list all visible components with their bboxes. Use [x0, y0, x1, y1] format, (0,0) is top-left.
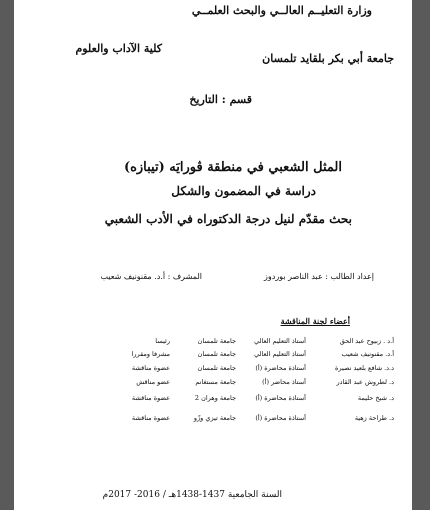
member-rank: أستاذة محاضرة (أ)	[255, 414, 306, 422]
prepared-by: إعداد الطالب : عبد الناصر بوردوز	[264, 272, 374, 281]
committee-member-row	[74, 414, 394, 425]
member-name: د. شيخ حليمة	[357, 394, 394, 402]
member-rank: أستاذ التعليم العالي	[254, 350, 306, 358]
thesis-title: المثل الشعبي في منطقة ڤورايَه (تيبازه)	[123, 160, 342, 175]
member-name: د. طراحة زهية	[354, 414, 394, 422]
member-name: أ.د. مقنونيف شعيب	[341, 350, 394, 358]
document-page	[14, 0, 412, 510]
member-rank: أستاذة محاضرة (أ)	[255, 364, 306, 372]
committee-heading: أعضاء لجنة المناقشة	[280, 316, 350, 326]
thesis-subtitle: دراسة في المضمون والشكل	[171, 184, 316, 198]
member-rank: أستاذ التعليم العالي	[254, 337, 306, 345]
member-name: أ.د . زبيوح عبد الحق	[339, 337, 394, 345]
ministry-name: وزارة التعليــم العالــي والبحث العلمــي	[191, 4, 372, 17]
department-name: قسم : التاريخ	[189, 93, 252, 106]
member-institution: جامعة مستغانم	[195, 378, 236, 386]
committee-member-row	[74, 364, 394, 375]
academic-year: السنة الجامعية 1437-1438هـ / 2016- 2017م	[102, 490, 282, 500]
committee-member-row	[74, 337, 394, 348]
faculty-name: كلية الآداب والعلوم	[75, 42, 162, 55]
member-institution: جامعة تلمسان	[197, 364, 236, 372]
member-rank: أستاذة محاضرة (أ)	[255, 394, 306, 402]
member-institution: جامعة تلمسان	[197, 350, 236, 358]
member-role: رئيسا	[155, 337, 170, 345]
member-role: عضوة مناقشة	[131, 394, 170, 402]
degree-statement: بحث مقدّم لنيل درجة الدكتوراه في الأدب الشعبي	[104, 212, 352, 226]
member-role: عضوة مناقشة	[131, 364, 170, 372]
member-institution: جامعة تلمسان	[197, 337, 236, 345]
member-name: د. لطروش عبد القادر	[336, 378, 394, 386]
member-role: عضوة مناقشة	[131, 414, 170, 422]
member-institution: جامعة وهران 2	[194, 394, 236, 402]
member-rank: أستاذ محاضر (أ)	[262, 378, 306, 386]
member-institution: جامعة تيزي وزّو	[193, 414, 236, 422]
member-name: د.د. شافع بلعيد نصيرة	[335, 364, 394, 372]
member-role: عضو مناقش	[136, 378, 170, 386]
committee-member-row	[74, 394, 394, 405]
committee-member-row	[74, 350, 394, 361]
university-name: جامعة أبي بكر بلقايد تلمسان	[262, 52, 394, 65]
supervisor: المشرف : أ.د. مقنونيف شعيب	[100, 272, 202, 281]
committee-member-row	[74, 378, 394, 389]
member-role: مشرفا ومقررا	[131, 350, 170, 358]
